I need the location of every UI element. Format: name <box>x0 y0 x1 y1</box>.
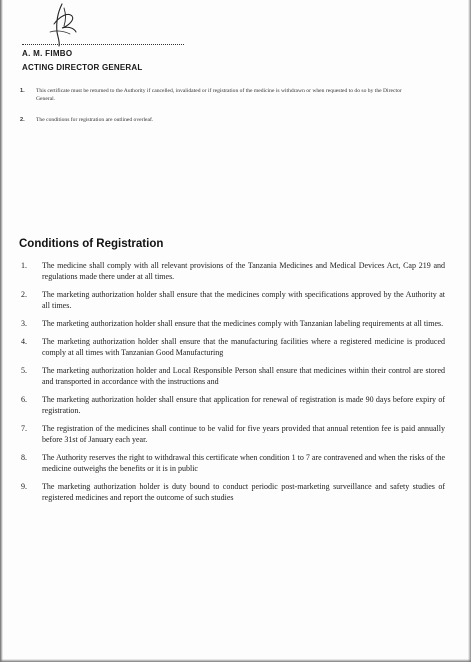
note-number: 2. <box>20 117 25 123</box>
signature-line <box>22 44 184 45</box>
condition-number: 4. <box>21 337 27 347</box>
condition-text: The medicine shall comply with all relevant provisions of the Tanzania Medicines and Medical Devices Act, Cap 219 and regulations made there under at all times. <box>42 261 445 281</box>
note-text: The conditions for registration are outlined overleaf. <box>36 117 154 123</box>
condition-number: 6. <box>21 395 27 405</box>
note-item <box>20 116 420 124</box>
condition-item <box>19 395 445 417</box>
condition-text: The marketing authorization holder shall ensure that application for renewal of registration is made 90 days before expiry of registration. <box>42 395 445 415</box>
condition-number: 5. <box>21 366 27 376</box>
note-item <box>20 87 420 103</box>
condition-item <box>19 337 445 359</box>
condition-number: 3. <box>21 318 27 328</box>
note-text: This certificate must be returned to the Authority if cancelled, invalidated or if registration of the medicine is withdrawn or when requested to do so by the Director General. <box>36 88 402 102</box>
condition-item <box>19 319 445 330</box>
conditions-heading: Conditions of Registration <box>19 238 164 250</box>
condition-item <box>19 424 445 446</box>
condition-number: 1. <box>21 261 27 270</box>
condition-text: The registration of the medicines shall continue to be valid for five years provided that annual retention fee is paid annually before 31st of January each year. <box>42 424 445 444</box>
condition-item <box>19 453 445 475</box>
condition-text: The marketing authorization holder is duty bound to conduct periodic post-marketing surveillance and safety studies of registered medicines and report the outcome of such studies <box>42 482 445 502</box>
condition-text: The marketing authorization holder shall ensure that the medicines comply with Tanzanian labeling requirements at all times. <box>42 318 444 328</box>
condition-number: 2. <box>21 289 27 299</box>
condition-text: The marketing authorization holder shall ensure that the manufacturing facilities where a registered medicine is produced comply at all times with Tanzanian Good Manufacturing <box>42 337 445 357</box>
condition-number: 7. <box>21 424 27 434</box>
note-number: 1. <box>20 88 25 94</box>
handwritten-signature <box>44 2 84 48</box>
condition-item <box>19 290 445 312</box>
scan-edge-left <box>0 0 3 662</box>
condition-item <box>19 482 445 504</box>
condition-number: 9. <box>21 482 27 492</box>
condition-item <box>19 366 445 388</box>
condition-text: The marketing authorization holder shall ensure that the medicines comply with specifications approved by the Authority at all times. <box>42 289 445 310</box>
conditions-list <box>19 261 445 504</box>
condition-text: The marketing authorization holder and Local Responsible Person shall ensure that medicines within their control are stored and transported in accordance with the instructions and <box>42 366 445 386</box>
notes-list <box>20 87 420 124</box>
condition-number: 8. <box>21 453 27 463</box>
signer-title: ACTING DIRECTOR GENERAL <box>22 63 143 72</box>
condition-text: The Authority reserves the right to withdrawal this certificate when condition 1 to 7 are contravened and when the risks of the medicine outweighs the benefits or it is in public <box>42 453 445 473</box>
signer-name: A. M. FIMBO <box>22 49 73 58</box>
condition-item <box>19 261 445 283</box>
